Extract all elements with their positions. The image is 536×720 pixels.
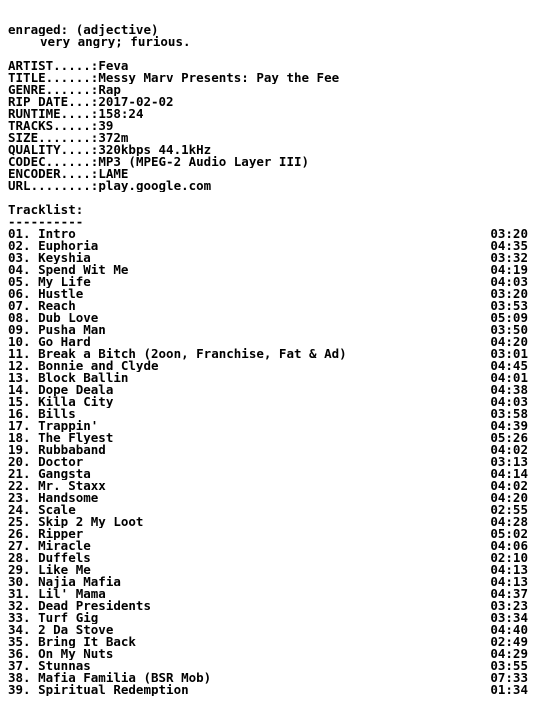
track-title: 22. Mr. Staxx <box>8 480 106 492</box>
track-duration: 04:45 <box>490 360 528 372</box>
track-row <box>8 276 528 288</box>
track-row <box>8 384 528 396</box>
track-duration: 04:20 <box>490 336 528 348</box>
track-row <box>8 480 528 492</box>
track-title: 37. Stunnas <box>8 660 91 672</box>
metadata-label: TRACKS.....: <box>8 120 99 132</box>
track-title: 35. Bring It Back <box>8 636 136 648</box>
track-title: 14. Dope Deala <box>8 384 114 396</box>
metadata-value: Feva <box>98 60 129 72</box>
spacer <box>8 192 528 204</box>
track-title: 11. Break a Bitch (2oon, Franchise, Fat & Ad) <box>8 348 347 360</box>
track-title: 29. Like Me <box>8 564 91 576</box>
track-title: 25. Skip 2 My Loot <box>8 516 144 528</box>
metadata-value: 372m <box>98 132 129 144</box>
metadata-label: SIZE.......: <box>8 132 99 144</box>
track-title: 06. Hustle <box>8 288 84 300</box>
track-title: 18. The Flyest <box>8 432 114 444</box>
tracklist-underline: ---------- <box>8 216 84 228</box>
track-duration: 04:28 <box>490 516 528 528</box>
track-title: 26. Ripper <box>8 528 84 540</box>
track-row <box>8 288 528 300</box>
track-duration: 03:58 <box>490 408 528 420</box>
track-row <box>8 456 528 468</box>
metadata-row <box>8 84 528 96</box>
metadata-row <box>8 144 528 156</box>
metadata-label: URL........: <box>8 180 99 192</box>
metadata-value: 2017-02-02 <box>98 96 174 108</box>
track-row <box>8 252 528 264</box>
track-row <box>8 660 528 672</box>
metadata-value: play.google.com <box>98 180 212 192</box>
metadata-label: CODEC......: <box>8 156 99 168</box>
track-row <box>8 588 528 600</box>
track-row <box>8 540 528 552</box>
track-duration: 04:29 <box>490 648 528 660</box>
metadata-row <box>8 96 528 108</box>
track-duration: 04:35 <box>490 240 528 252</box>
definition-meaning: very angry; furious. <box>40 36 191 48</box>
track-duration: 07:33 <box>490 672 528 684</box>
track-duration: 04:03 <box>490 396 528 408</box>
track-row <box>8 324 528 336</box>
track-row <box>8 372 528 384</box>
track-duration: 03:13 <box>490 456 528 468</box>
metadata-label: ENCODER....: <box>8 168 99 180</box>
track-duration: 03:23 <box>490 600 528 612</box>
track-duration: 02:49 <box>490 636 528 648</box>
track-title: 23. Handsome <box>8 492 99 504</box>
track-duration: 02:55 <box>490 504 528 516</box>
metadata-row <box>8 108 528 120</box>
metadata-row <box>8 132 528 144</box>
track-title: 39. Spiritual Redemption <box>8 684 189 696</box>
track-title: 13. Block Ballin <box>8 372 129 384</box>
metadata-row <box>8 72 528 84</box>
track-title: 02. Euphoria <box>8 240 99 252</box>
release-metadata <box>8 60 528 192</box>
metadata-label: RIP DATE...: <box>8 96 99 108</box>
track-title: 04. Spend Wit Me <box>8 264 129 276</box>
track-duration: 03:32 <box>490 252 528 264</box>
metadata-row <box>8 60 528 72</box>
track-title: 24. Scale <box>8 504 76 516</box>
metadata-label: TITLE......: <box>8 72 99 84</box>
track-row <box>8 264 528 276</box>
track-row <box>8 636 528 648</box>
track-title: 12. Bonnie and Clyde <box>8 360 159 372</box>
track-row <box>8 408 528 420</box>
track-row <box>8 348 528 360</box>
track-title: 32. Dead Presidents <box>8 600 151 612</box>
track-duration: 04:03 <box>490 276 528 288</box>
track-row <box>8 648 528 660</box>
track-duration: 03:20 <box>490 288 528 300</box>
track-duration: 04:06 <box>490 540 528 552</box>
track-row <box>8 624 528 636</box>
track-title: 17. Trappin' <box>8 420 99 432</box>
metadata-label: GENRE......: <box>8 84 99 96</box>
track-row <box>8 360 528 372</box>
track-title: 16. Bills <box>8 408 76 420</box>
metadata-value: 39 <box>98 120 114 132</box>
tracklist <box>8 228 528 696</box>
metadata-label: RUNTIME....: <box>8 108 99 120</box>
track-duration: 04:14 <box>490 468 528 480</box>
track-duration: 04:37 <box>490 588 528 600</box>
track-row <box>8 396 528 408</box>
track-duration: 04:13 <box>490 564 528 576</box>
track-duration: 03:53 <box>490 300 528 312</box>
track-duration: 04:01 <box>490 372 528 384</box>
track-title: 01. Intro <box>8 228 76 240</box>
track-row <box>8 444 528 456</box>
track-title: 20. Doctor <box>8 456 84 468</box>
track-duration: 03:01 <box>490 348 528 360</box>
track-duration: 03:55 <box>490 660 528 672</box>
nfo-document <box>8 24 528 696</box>
track-title: 09. Pusha Man <box>8 324 106 336</box>
track-duration: 05:09 <box>490 312 528 324</box>
metadata-label: QUALITY....: <box>8 144 99 156</box>
track-title: 21. Gangsta <box>8 468 91 480</box>
track-duration: 05:02 <box>490 528 528 540</box>
track-row <box>8 492 528 504</box>
metadata-row <box>8 120 528 132</box>
track-title: 34. 2 Da Stove <box>8 624 114 636</box>
track-duration: 04:38 <box>490 384 528 396</box>
track-row <box>8 468 528 480</box>
track-row <box>8 300 528 312</box>
tracklist-heading: Tracklist: <box>8 204 84 216</box>
track-row <box>8 564 528 576</box>
track-duration: 02:10 <box>490 552 528 564</box>
track-duration: 05:26 <box>490 432 528 444</box>
track-title: 07. Reach <box>8 300 76 312</box>
track-title: 05. My Life <box>8 276 91 288</box>
track-title: 08. Dub Love <box>8 312 99 324</box>
metadata-value: Messy Marv Presents: Pay the Fee <box>98 72 340 84</box>
track-row <box>8 420 528 432</box>
track-title: 38. Mafia Familia (BSR Mob) <box>8 672 212 684</box>
track-row <box>8 684 528 696</box>
track-title: 27. Miracle <box>8 540 91 552</box>
track-title: 28. Duffels <box>8 552 91 564</box>
track-row <box>8 240 528 252</box>
track-row <box>8 432 528 444</box>
track-row <box>8 504 528 516</box>
track-duration: 03:50 <box>490 324 528 336</box>
metadata-row <box>8 168 528 180</box>
spacer <box>8 48 528 60</box>
track-row <box>8 528 528 540</box>
metadata-value: Rap <box>98 84 121 96</box>
track-title: 30. Najia Mafia <box>8 576 121 588</box>
track-duration: 04:02 <box>490 444 528 456</box>
track-duration: 04:02 <box>490 480 528 492</box>
track-duration: 01:34 <box>490 684 528 696</box>
track-duration: 04:40 <box>490 624 528 636</box>
metadata-value: 158:24 <box>98 108 144 120</box>
track-row <box>8 612 528 624</box>
track-row <box>8 516 528 528</box>
track-row <box>8 672 528 684</box>
track-duration: 04:13 <box>490 576 528 588</box>
metadata-label: ARTIST.....: <box>8 60 99 72</box>
track-title: 31. Lil' Mama <box>8 588 106 600</box>
metadata-value: LAME <box>98 168 129 180</box>
track-row <box>8 552 528 564</box>
track-row <box>8 312 528 324</box>
metadata-row <box>8 156 528 168</box>
track-duration: 03:20 <box>490 228 528 240</box>
definition-term: enraged: (adjective) <box>8 24 159 36</box>
track-title: 33. Turf Gig <box>8 612 99 624</box>
track-duration: 04:39 <box>490 420 528 432</box>
metadata-value: MP3 (MPEG-2 Audio Layer III) <box>98 156 310 168</box>
track-title: 03. Keyshia <box>8 252 91 264</box>
track-title: 10. Go Hard <box>8 336 91 348</box>
metadata-row <box>8 180 528 192</box>
track-title: 19. Rubbaband <box>8 444 106 456</box>
track-row <box>8 600 528 612</box>
track-title: 36. On My Nuts <box>8 648 114 660</box>
track-row <box>8 576 528 588</box>
track-duration: 04:19 <box>490 264 528 276</box>
track-duration: 04:20 <box>490 492 528 504</box>
track-duration: 03:34 <box>490 612 528 624</box>
track-title: 15. Killa City <box>8 396 114 408</box>
track-row <box>8 336 528 348</box>
metadata-value: 320kbps 44.1kHz <box>98 144 212 156</box>
track-row <box>8 228 528 240</box>
